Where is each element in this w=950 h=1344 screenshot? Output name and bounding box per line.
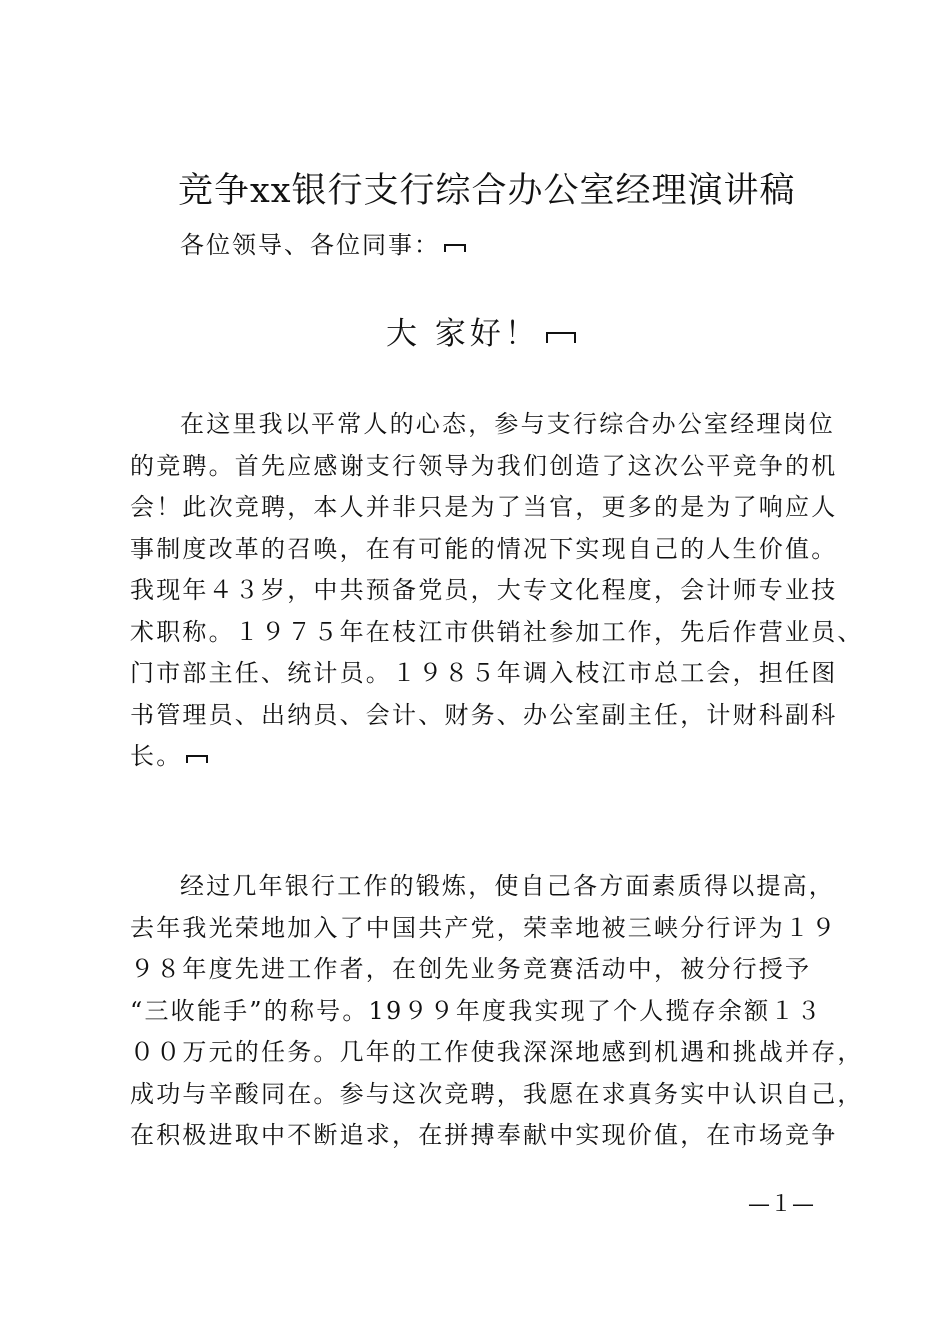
text-line: 书管理员、出纳员、会计、财务、办公室副主任，计财科副科 bbox=[130, 700, 838, 729]
document-title: 竞争xx银行支行综合办公室经理演讲稿 bbox=[178, 171, 796, 211]
greeting-text: 各位领导、各位同事： bbox=[180, 231, 440, 259]
paragraph-mark-icon bbox=[546, 329, 576, 343]
paragraph-1 bbox=[130, 404, 864, 778]
text-line: 经过几年银行工作的锻炼，使自己各方面素质得以提高， bbox=[180, 872, 835, 900]
text-line: “三收能手”的称号。19９９年度我实现了个人揽存余额１３ bbox=[130, 996, 823, 1025]
text-line-content: 长。 bbox=[130, 742, 183, 770]
text-line: ９８年度先进工作者，在创先业务竞赛活动中，被分行授予 bbox=[130, 955, 812, 983]
text-line: 我现年４３岁，中共预备党员，大专文化程度，会计师专业技 bbox=[130, 576, 838, 604]
text-line: 在积极进取中不断追求，在拼搏奉献中实现价值，在市场竞争 bbox=[130, 1121, 838, 1149]
hello-line bbox=[386, 312, 576, 356]
text-line: 去年我光荣地加入了中国共产党，荣幸地被三峡分行评为１９ bbox=[130, 913, 838, 942]
text-line: 成功与辛酸同在。参与这次竞聘，我愿在求真务实中认识自己， bbox=[130, 1079, 864, 1108]
hello-text: 大 家好！ bbox=[386, 316, 540, 352]
paragraph-mark-icon bbox=[186, 752, 208, 763]
text-line: 在这里我以平常人的心态，参与支行综合办公室经理岗位 bbox=[180, 410, 835, 438]
text-line-last bbox=[130, 736, 830, 778]
text-line: 事制度改革的召唤，在有可能的情况下实现自己的人生价值。 bbox=[130, 534, 838, 563]
paragraph-2 bbox=[130, 866, 864, 1157]
paragraph-mark-icon bbox=[444, 241, 466, 252]
text-line: 会！此次竞聘，本人并非只是为了当官，更多的是为了响应人 bbox=[130, 493, 838, 521]
text-line: 的竞聘。首先应感谢支行领导为我们创造了这次公平竞争的机 bbox=[130, 451, 838, 480]
text-line: 门市部主任、统计员。１９８５年调入枝江市总工会，担任图 bbox=[130, 659, 838, 687]
text-line: 术职称。１９７５年在枝江市供销社参加工作，先后作营业员、 bbox=[130, 617, 864, 646]
greeting-line bbox=[180, 228, 466, 262]
text-line: ００万元的任务。几年的工作使我深深地感到机遇和挑战并存， bbox=[130, 1038, 864, 1066]
page-number: —１— bbox=[748, 1192, 815, 1217]
